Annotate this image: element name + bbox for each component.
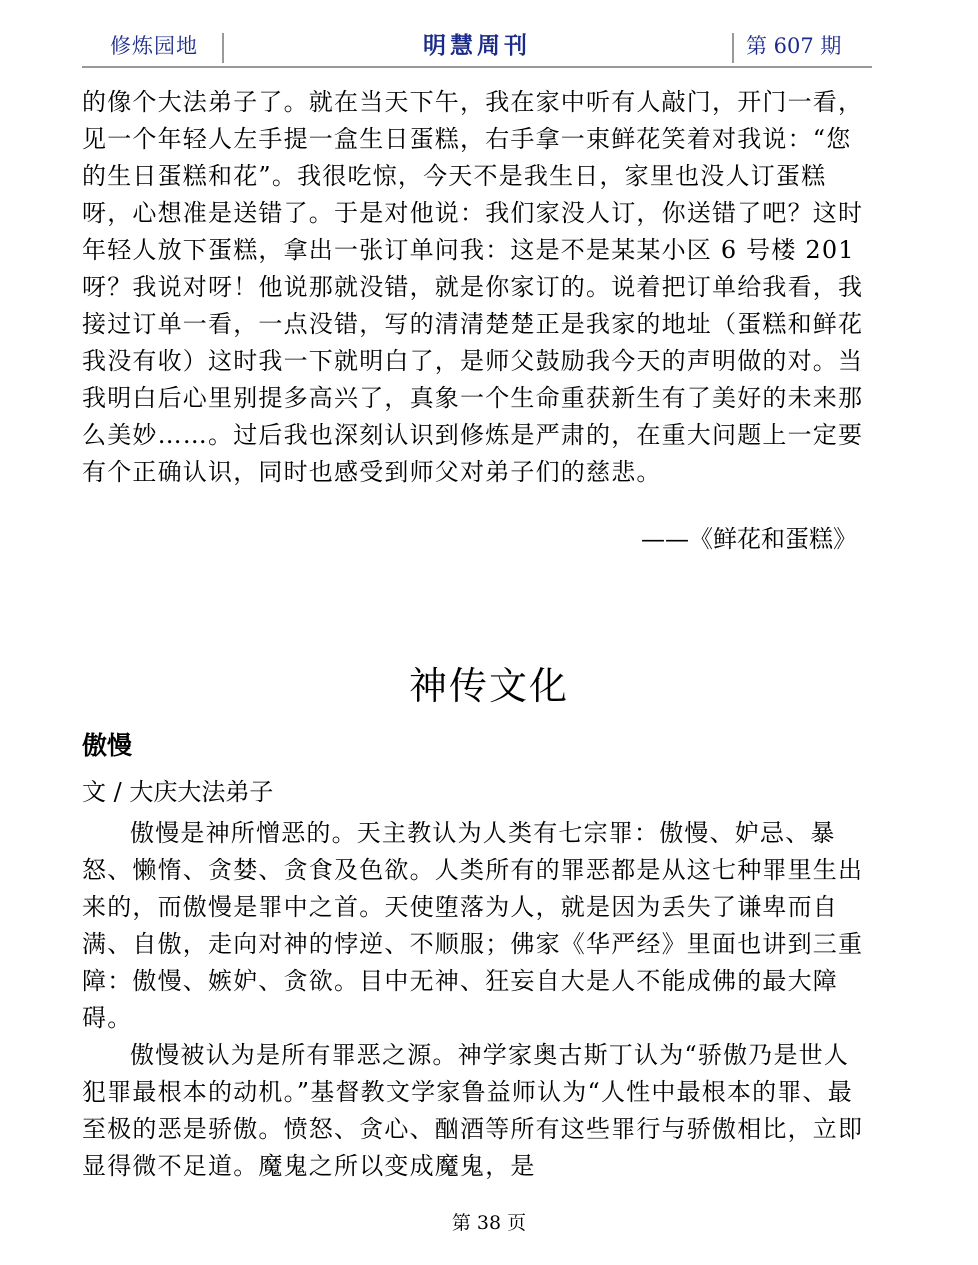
page-number: 第 38 页: [451, 1212, 527, 1234]
article-byline: 文 / 大庆大法弟子: [82, 778, 274, 806]
article-body: [82, 815, 872, 1185]
header-publication-title: 明慧周刊: [423, 32, 531, 59]
page-header: [82, 26, 872, 68]
article-title: 傲慢: [82, 731, 133, 760]
story-source: ——《鲜花和蛋糕》: [641, 525, 857, 553]
section-title: 神传文化: [408, 664, 569, 708]
article-paragraph: 傲慢被认为是所有罪恶之源。神学家奥古斯丁认为“骄傲乃是世人犯罪最根本的动机。”基督教文学家鲁益师认为“人性中最根本的罪、最至极的恶是骄傲。愤怒、贪心、酗酒等所有这些罪行与骄傲相比，立即显得微不足道。魔鬼之所以变成魔鬼，是: [82, 1041, 864, 1180]
header-issue-number: 第 607 期: [746, 34, 842, 58]
header-divider-right: [732, 33, 734, 63]
continued-story: [82, 84, 872, 491]
article-paragraph: 傲慢是神所憎恶的。天主教认为人类有七宗罪：傲慢、妒忌、暴怒、懒惰、贪婪、贪食及色欲。人类所有的罪恶都是从这七种罪里生出来的，而傲慢是罪中之首。天使堕落为人，就是因为丢失了谦卑而自满、自傲，走向对神的悖逆、不顺服；佛家《华严经》里面也讲到三重障：傲慢、嫉妒、贪欲。目中无神、狂妄自大是人不能成佛的最大障碍。: [82, 819, 864, 1032]
header-section-name: 修炼园地: [110, 34, 198, 58]
continued-paragraph: 的像个大法弟子了。就在当天下午，我在家中听有人敲门，开门一看，见一个年轻人左手提一盒生日蛋糕，右手拿一束鲜花笑着对我说：“您的生日蛋糕和花”。我很吃惊，今天不是我生日，家里也没人订蛋糕呀，心想准是送错了。于是对他说：我们家没人订，你送错了吧？这时年轻人放下蛋糕，拿出一张订单问我：这是不是某某小区 6 号楼 201 呀？我说对呀！他说那就没错，就是你家订的。说着把订单给我看，我接过订单一看，一点没错，写的清清楚楚正是我家的地址（蛋糕和鲜花我没有收）这时我一下就明白了，是师父鼓励我今天的声明做的对。当我明白后心里别提多高兴了，真象一个生命重获新生有了美好的未来那么美妙……。过后我也深刻认识到修炼是严肃的，在重大问题上一定要有个正确认识，同时也感受到师父对弟子们的慈悲。: [82, 88, 864, 486]
